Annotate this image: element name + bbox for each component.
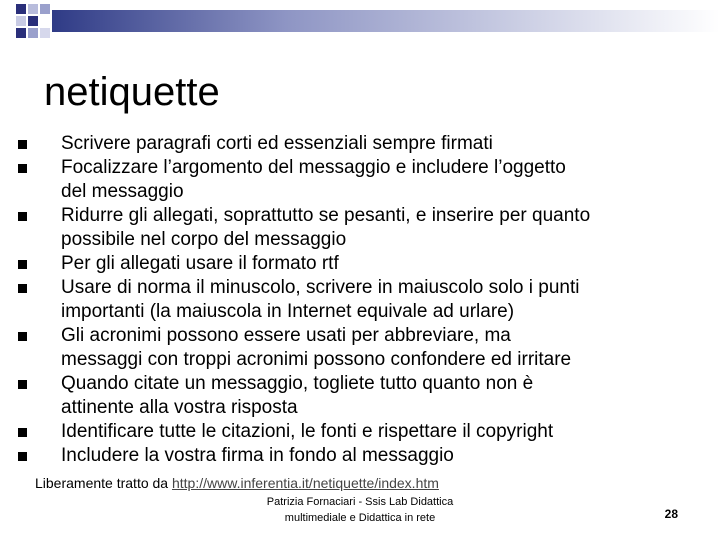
- square-bullet-icon: [18, 212, 27, 221]
- bullet-text: Per gli allegati usare il formato rtf: [61, 253, 339, 274]
- square-bullet-icon: [18, 260, 27, 269]
- bullet-item: [0, 132, 720, 156]
- deco-square-light-3: [16, 28, 26, 38]
- bullet-item: [0, 420, 720, 444]
- deco-square-light-4: [40, 28, 50, 38]
- header-decoration: [0, 0, 720, 50]
- bullet-text: Ridurre gli allegati, soprattutto se pesanti, e inserire per quanto possibile nel corpo del messaggio: [61, 205, 591, 250]
- deco-square-dark-2: [16, 16, 26, 26]
- bullet-item: [0, 372, 720, 420]
- deco-square-dark: [16, 4, 26, 14]
- bullet-item: [0, 444, 720, 468]
- bullet-list: [0, 132, 720, 468]
- bullet-text: Includere la vostra firma in fondo al messaggio: [61, 445, 454, 466]
- bullet-item: [0, 204, 720, 252]
- footer-author: Patrizia Fornaciari - Ssis Lab Didattica multimediale e Didattica in rete: [266, 496, 454, 524]
- bullet-text: Scrivere paragrafi corti ed essenziali sempre firmati: [61, 133, 493, 154]
- deco-square-light: [40, 4, 50, 14]
- slide-title: netiquette: [44, 70, 220, 114]
- bullet-text: Usare di norma il minuscolo, scrivere in maiuscolo solo i punti importanti (la maiuscola in Internet equivale ad urlare): [61, 277, 580, 322]
- bullet-text: Quando citate un messaggio, togliete tutto quanto non è attinente alla vostra risposta: [61, 373, 534, 418]
- bullet-text: Identificare tutte le citazioni, le fonti e rispettare il copyright: [61, 421, 554, 442]
- deco-square-mid: [28, 4, 38, 14]
- square-bullet-icon: [18, 380, 27, 389]
- square-bullet-icon: [18, 164, 27, 173]
- source-line: [35, 474, 439, 492]
- bullet-text: Gli acronimi possono essere usati per abbreviare, ma messaggi con troppi acronimi possono confondere ed irritare: [61, 325, 572, 370]
- bullet-item: [0, 156, 720, 204]
- header-gradient-bar: [52, 10, 720, 32]
- source-link[interactable]: http://www.inferentia.it/netiquette/index.htm: [171, 475, 439, 491]
- square-bullet-icon: [18, 452, 27, 461]
- square-bullet-icon: [18, 140, 27, 149]
- bullet-text: Focalizzare l’argomento del messaggio e includere l’oggetto del messaggio: [61, 157, 566, 202]
- deco-square-light-2: [28, 16, 38, 26]
- bullet-item: [0, 276, 720, 324]
- bullet-item: [0, 324, 720, 372]
- square-bullet-icon: [18, 428, 27, 437]
- square-bullet-icon: [18, 284, 27, 293]
- bullet-item: [0, 252, 720, 276]
- page-number: 28: [664, 507, 678, 521]
- source-prefix: Liberamente tratto da: [35, 475, 172, 491]
- deco-square-light-5: [28, 28, 38, 38]
- square-bullet-icon: [18, 332, 27, 341]
